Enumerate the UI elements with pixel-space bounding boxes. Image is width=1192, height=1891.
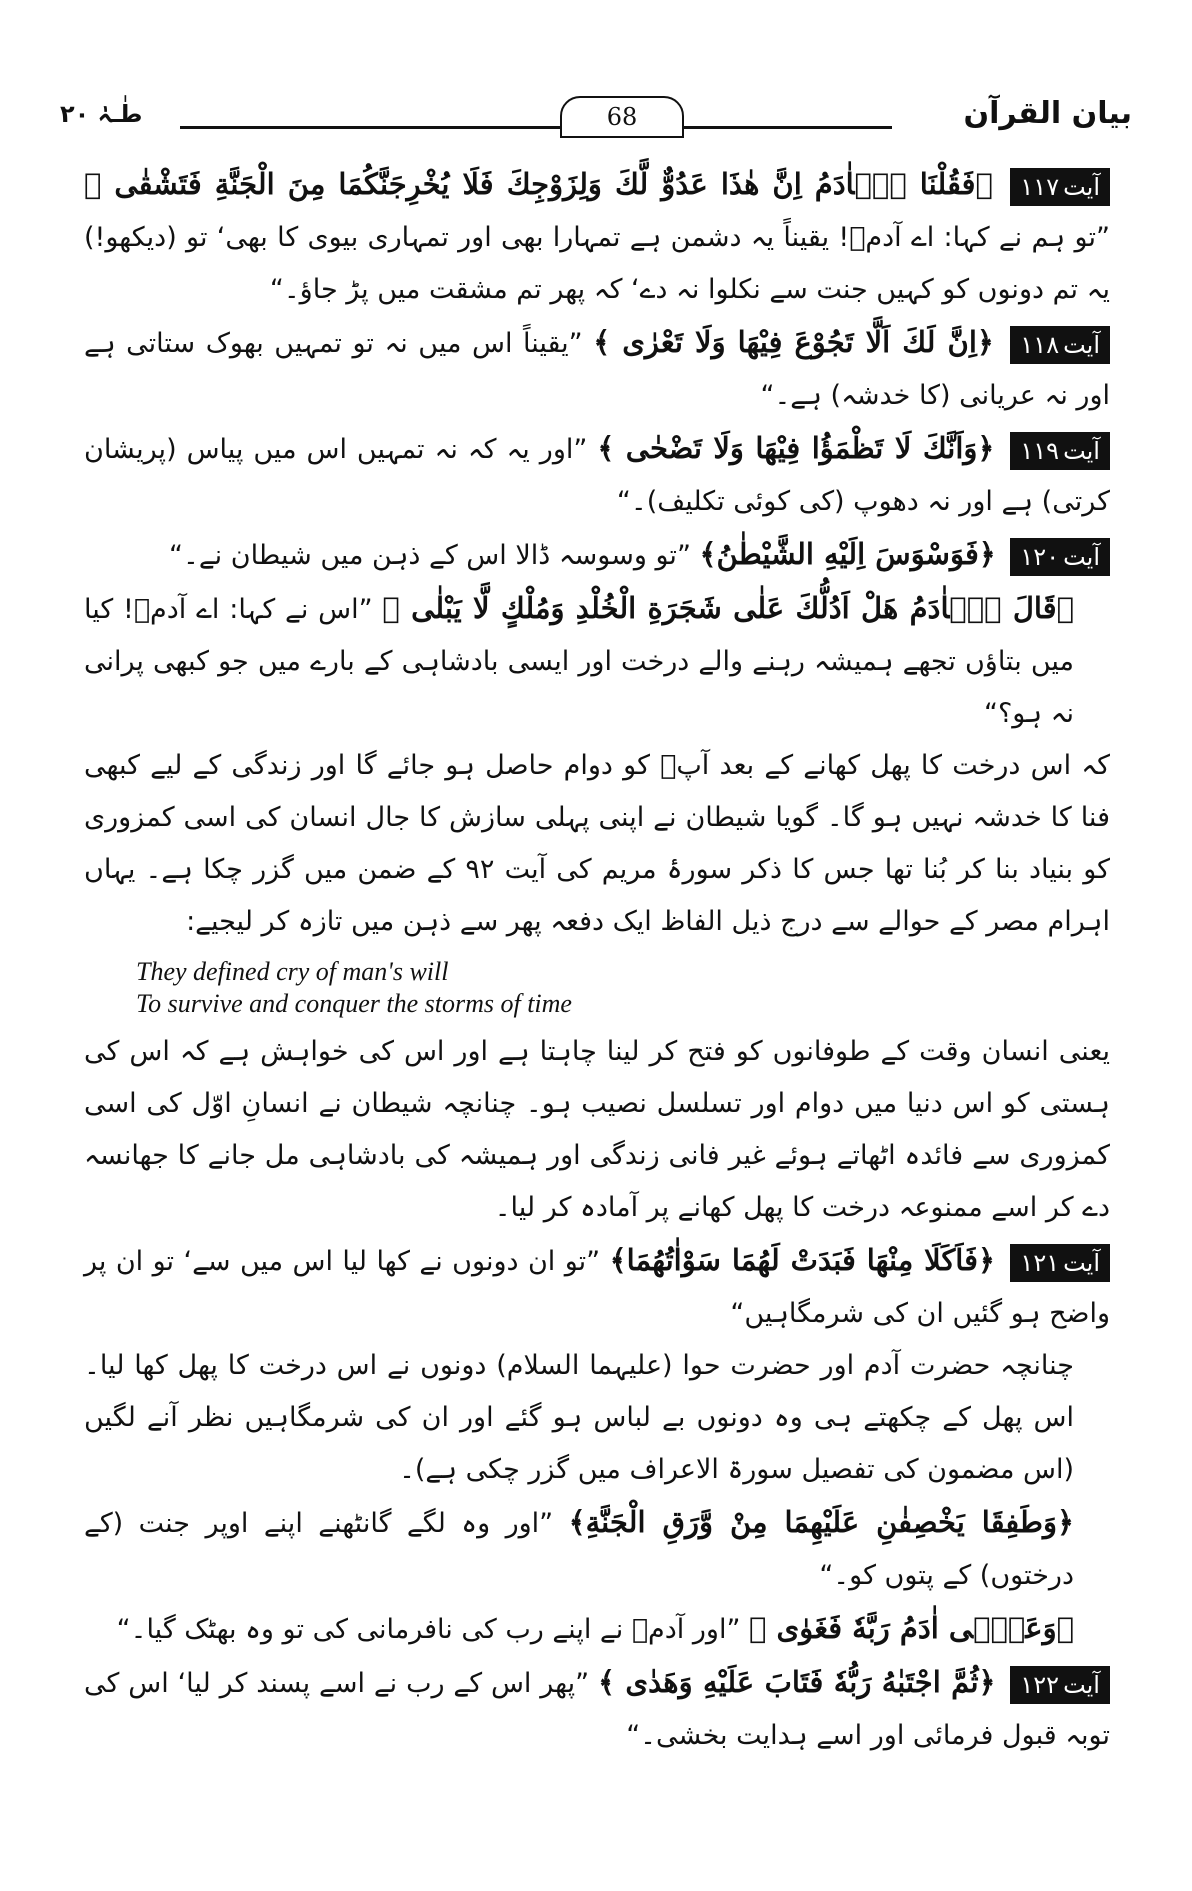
ayah-badge: آیت۱۲۲ [1010,1666,1110,1704]
commentary-paragraph-2: یعنی انسان وقت کے طوفانوں کو فتح کر لینا چاہتا ہے اور اس کی خواہش ہے کہ اس کی ہستی کو اس دنیا میں دوام اور تسلسل نصیب ہو۔ چنانچہ شیطان نے انسانِ اوّل کی اسی کمزوری سے فائدہ اٹھاتے ہوئے غیر فانی زندگی اور ہمیشہ کی بادشاہی مل جانے کا جھانسہ دے کر اسے ممنوعہ درخت کا پھل کھانے پر آمادہ کر لیا۔ [84,1036,1110,1223]
ayah-translation: ”اور یہ کہ نہ تمہیں اس میں پیاس (پریشان کرتی) ہے اور نہ دھوپ (کی کوئی تکلیف)۔“ [84,434,1110,517]
ayah-translation: ”اس نے کہا: اے آدمؑ! کیا میں بتاؤں تجھے ہمیشہ رہنے والے درخت اور ایسی بادشاہی کے بارے میں جو کبھی پرانی نہ ہو؟“ [84,594,1074,729]
ayah-translation: ”تو ان دونوں نے کھا لیا اس میں سے‘ تو ان پر واضح ہو گئیں ان کی شرمگاہیں“ [84,1246,1110,1329]
book-title: بیان القرآن [963,96,1132,131]
ayah-120 [84,528,1110,582]
commentary-paragraph-1: کہ اس درخت کا پھل کھانے کے بعد آپؑ کو دوام حاصل ہو جائے گا اور زندگی کے لیے کبھی فنا کا خدشہ نہیں ہو گا۔ گویا شیطان نے اپنی پہلی سازش کا جال انسان کی اسی کمزوری کو بنیاد بنا کر بُنا تھا جس کا ذکر سورۂ مریم کی آیت ۹۲ کے ضمن میں گزر چکا ہے۔ یہاں اہرام مصر کے حوالے سے درج ذیل الفاظ ایک دفعہ پھر سے ذہن میں تازہ کر لیجیے: [84,750,1110,937]
ayah-arabic-text: ﴿اِنَّ لَكَ اَلَّا تَجُوْعَ فِیْهَا وَلَا تَعْرٰی ﴾ [593,325,994,359]
ayah-translation: ”اور آدمؑ نے اپنے رب کی نافرمانی کی تو وہ بھٹک گیا۔“ [116,1614,741,1645]
ayah-badge: آیت۱۲۰ [1010,538,1110,576]
ayah-badge: آیت۱۱۷ [1010,168,1110,206]
ayah-117 [84,158,1110,316]
ayah-badge: آیت۱۱۸ [1010,326,1110,364]
english-quote-line-2: To survive and conquer the storms of time [136,989,572,1018]
page-header [60,96,1132,142]
header-rule [180,126,892,129]
ayah-translation: ”تو ہم نے کہا: اے آدمؑ! یقیناً یہ دشمن ہے تمہارا بھی اور تمہاری بیوی کا بھی‘ تو (دیکھو!) یہ تم دونوں کو کہیں جنت سے نکلوا نہ دے‘ کہ پھر تم مشقت میں پڑ جاؤ۔“ [84,222,1110,305]
ayah-122 [84,1656,1110,1762]
page-number: 68 [560,96,684,138]
page-body [84,158,1110,1762]
ayah-badge: آیت۱۲۱ [1010,1244,1110,1282]
ayah-121-continued [84,1496,1110,1602]
english-quote-line-1: They defined cry of man's will [136,957,449,986]
ayah-arabic-text: ﴿فَوَسْوَسَ اِلَیْهِ الشَّیْطٰنُ﴾ [699,537,996,571]
ayah-translation: ”پھر اس کے رب نے اسے پسند کر لیا‘ اس کی توبہ قبول فرمائی اور اسے ہدایت بخشی۔“ [84,1668,1110,1751]
ayah-118 [84,316,1110,422]
ayah-arabic-text: ﴿وَعَصٰۤی اٰدَمُ رَبَّهٗ فَغَوٰی ﴾ [749,1611,1074,1645]
commentary-paragraph-3: چنانچہ حضرت آدم اور حضرت حوا (علیہما السلام) دونوں نے اس درخت کا پھل کھا لیا۔ اس پھل کے چکھتے ہی وہ دونوں بے لباس ہو گئے اور ان کی شرمگاہیں نظر آنے لگیں (اس مضمون کی تفصیل سورۃ الاعراف میں گزر چکی ہے)۔ [84,1350,1074,1485]
ayah-arabic-text: ﴿وَطَفِقَا یَخْصِفٰنِ عَلَیْهِمَا مِنْ وَّرَقِ الْجَنَّةِ﴾ [568,1505,1074,1539]
ayah-arabic-text: ﴿وَاَنَّكَ لَا تَظْمَؤُا فِیْهَا وَلَا تَضْحٰی ﴾ [597,431,995,465]
ayah-arabic-text: ﴿ثُمَّ اجْتَبٰهُ رَبُّهٗ فَتَابَ عَلَیْهِ وَهَدٰی ﴾ [598,1665,996,1699]
ayah-arabic-text: ﴿فَقُلْنَا یٰۤاٰدَمُ اِنَّ هٰذَا عَدُوٌّ لَّكَ وَلِزَوْجِكَ فَلَا یُخْرِجَنَّكُمَا مِنَ الْجَنَّةِ فَتَشْقٰی ﴾ [84,167,993,201]
ayah-translation: ”تو وسوسہ ڈالا اس کے ذہن میں شیطان نے۔“ [169,540,691,571]
surah-title: طٰـہٰ ۲۰ [60,100,143,128]
ayah-119 [84,422,1110,528]
ayah-121 [84,1234,1110,1340]
ayah-arabic-text: ﴿فَاَكَلَا مِنْهَا فَبَدَتْ لَهُمَا سَوْاٰتُهُمَا﴾ [609,1243,995,1277]
ayah-translation: ”اور وہ لگے گانٹھنے اپنے اوپر جنت (کے درختوں) کے پتوں کو۔“ [84,1508,1074,1591]
ayah-arabic-text: ﴿قَالَ یٰۤاٰدَمُ هَلْ اَدُلُّكَ عَلٰی شَجَرَةِ الْخُلْدِ وَمُلْكٍ لَّا یَبْلٰی ﴾ [382,591,1074,625]
ayah-121-end [84,1602,1110,1656]
ayah-translation: ”یقیناً اس میں نہ تو تمہیں بھوک ستاتی ہے اور نہ عریانی (کا خدشہ) ہے۔“ [84,328,1110,411]
ayah-120-continued [84,582,1110,740]
english-quote [84,956,1110,1020]
ayah-badge: آیت۱۱۹ [1010,432,1110,470]
